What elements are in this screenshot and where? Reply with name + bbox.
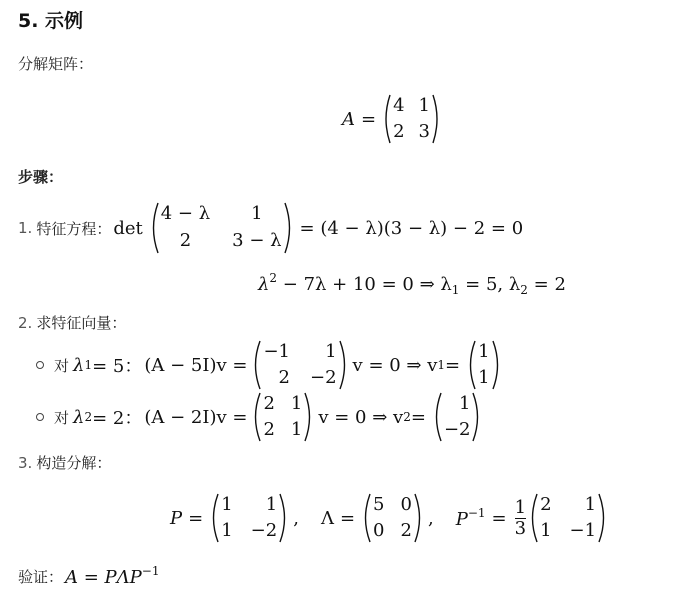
expr: − 7λ + 10 = 0 ⇒ λ [277, 274, 452, 295]
sub: 1 [437, 358, 446, 372]
sub: 2 [84, 410, 93, 424]
p-name: P [170, 507, 183, 529]
case2-eq: = [410, 406, 426, 428]
case1-matrix-cell: −2 [310, 366, 337, 388]
p-matrix-cell: 1 [265, 494, 278, 515]
step3-number: 3. [18, 453, 33, 472]
verify-row [18, 564, 159, 588]
case2-eq-val: = 2： [92, 408, 143, 429]
section-title: 5. 示例 [18, 10, 84, 32]
p-matrix [209, 493, 289, 543]
matrix-a-name: A [342, 108, 355, 130]
matrix-a-cell: 3 [418, 120, 430, 142]
step3-equations: P = 1 1 1 −2 , Λ = 5 0 0 2 , $P^{-1}$ = $\frac{1}{3}$ 2 1 1 −1 [170, 493, 608, 543]
case2-vector [432, 392, 483, 442]
step3-label: 构造分解： [36, 454, 112, 472]
expr: = 5, λ [459, 274, 521, 295]
case1-vector [466, 340, 501, 390]
fraction-numerator: 1 [514, 496, 527, 518]
lambda-matrix-name: Λ [320, 507, 334, 529]
step2-case2 [36, 392, 482, 442]
case2-matrix-cell: 1 [290, 393, 303, 414]
sub: 2 [403, 410, 411, 424]
pinv-name: P [455, 509, 468, 530]
verify-label: 验证： [18, 567, 64, 586]
lambda-symbol: λ [73, 354, 85, 376]
step2-case1 [36, 340, 502, 390]
step1-matrix-cell: 2 [179, 229, 192, 251]
step1-matrix-cell: 4 − λ [160, 203, 211, 224]
pinv-matrix-cell: −1 [569, 519, 597, 541]
case2-expr: (A − 2I)v = [144, 406, 248, 428]
step1-line2 [258, 271, 566, 297]
sub: 1 [84, 358, 93, 372]
case2-matrix-cell: 1 [290, 418, 303, 440]
case1-matrix [251, 340, 348, 390]
p-matrix-cell: 1 [221, 494, 233, 515]
lambda-matrix-cell: 0 [400, 494, 412, 515]
case2-vector-cell: −2 [443, 418, 471, 440]
case1-eq-val: = 5： [92, 356, 143, 377]
case2-vector-cell: 1 [459, 393, 471, 414]
lambda-symbol: λ [258, 274, 270, 295]
lambda-matrix [361, 493, 424, 543]
case2-matrix-cell: 2 [263, 418, 275, 440]
step2-number: 2. [18, 313, 33, 332]
case2-prefix: 对 [54, 408, 70, 427]
expr: = 2 [527, 274, 566, 295]
step1-label: 特征方程： [36, 219, 112, 238]
case1-expr: (A − 5I)v = [144, 354, 248, 376]
lambda-matrix-cell: 0 [373, 519, 385, 541]
case1-vector-cell: 1 [478, 366, 490, 388]
case1-eq: = [445, 354, 461, 376]
case1-matrix-cell: 1 [325, 341, 337, 362]
pinv-sup: −1 [467, 506, 486, 520]
case1-vector-cell: 1 [478, 341, 490, 362]
pinv-matrix-cell: 2 [540, 494, 552, 515]
lambda-symbol: λ [73, 406, 85, 428]
step1-matrix-cell: 3 − λ [232, 229, 282, 251]
fraction-denominator: 3 [514, 517, 527, 539]
fraction [515, 498, 526, 539]
lambda-matrix-cell: 2 [400, 519, 412, 541]
matrix-a [382, 94, 441, 144]
matrix-a-equation: A = 4 1 2 3 [342, 94, 441, 144]
case2-matrix-cell: 2 [263, 393, 275, 414]
pinv-matrix [528, 493, 608, 543]
step1-rhs: = (4 − λ)(3 − λ) − 2 = 0 [299, 217, 524, 239]
sub: 1 [451, 283, 460, 297]
case1-prefix: 对 [54, 356, 70, 375]
case2-after: v = 0 ⇒ v [318, 406, 404, 428]
step2-label: 求特征向量： [36, 314, 127, 332]
bullet-icon [36, 361, 44, 369]
pinv-matrix-cell: 1 [584, 494, 597, 515]
step1-matrix-cell: 1 [251, 203, 263, 224]
det-operator: det [113, 217, 143, 239]
step1-number: 1. [18, 219, 33, 237]
matrix-a-cell: 1 [418, 95, 430, 116]
p-matrix-cell: 1 [221, 519, 233, 541]
bullet-icon [36, 413, 44, 421]
sub: 2 [520, 283, 528, 297]
case1-after: v = 0 ⇒ v [352, 354, 438, 376]
case2-matrix [251, 392, 314, 442]
lambda-matrix-cell: 5 [373, 494, 385, 515]
step1-matrix [149, 202, 294, 254]
decompose-label: 分解矩阵： [18, 55, 94, 73]
p-matrix-cell: −2 [250, 519, 278, 541]
matrix-a-cell: 2 [393, 120, 405, 142]
matrix-a-cell: 4 [393, 95, 405, 116]
pinv-matrix-cell: 1 [540, 519, 552, 541]
case1-matrix-cell: 2 [278, 366, 290, 388]
sup: 2 [269, 271, 278, 285]
step1-row [18, 202, 523, 254]
verify-formula: A = PΛP [65, 567, 142, 588]
case1-matrix-cell: −1 [263, 341, 290, 362]
step3-row [18, 452, 111, 473]
step2-row [18, 312, 126, 333]
steps-label: 步骤： [18, 168, 64, 186]
verify-sup: −1 [141, 564, 160, 578]
